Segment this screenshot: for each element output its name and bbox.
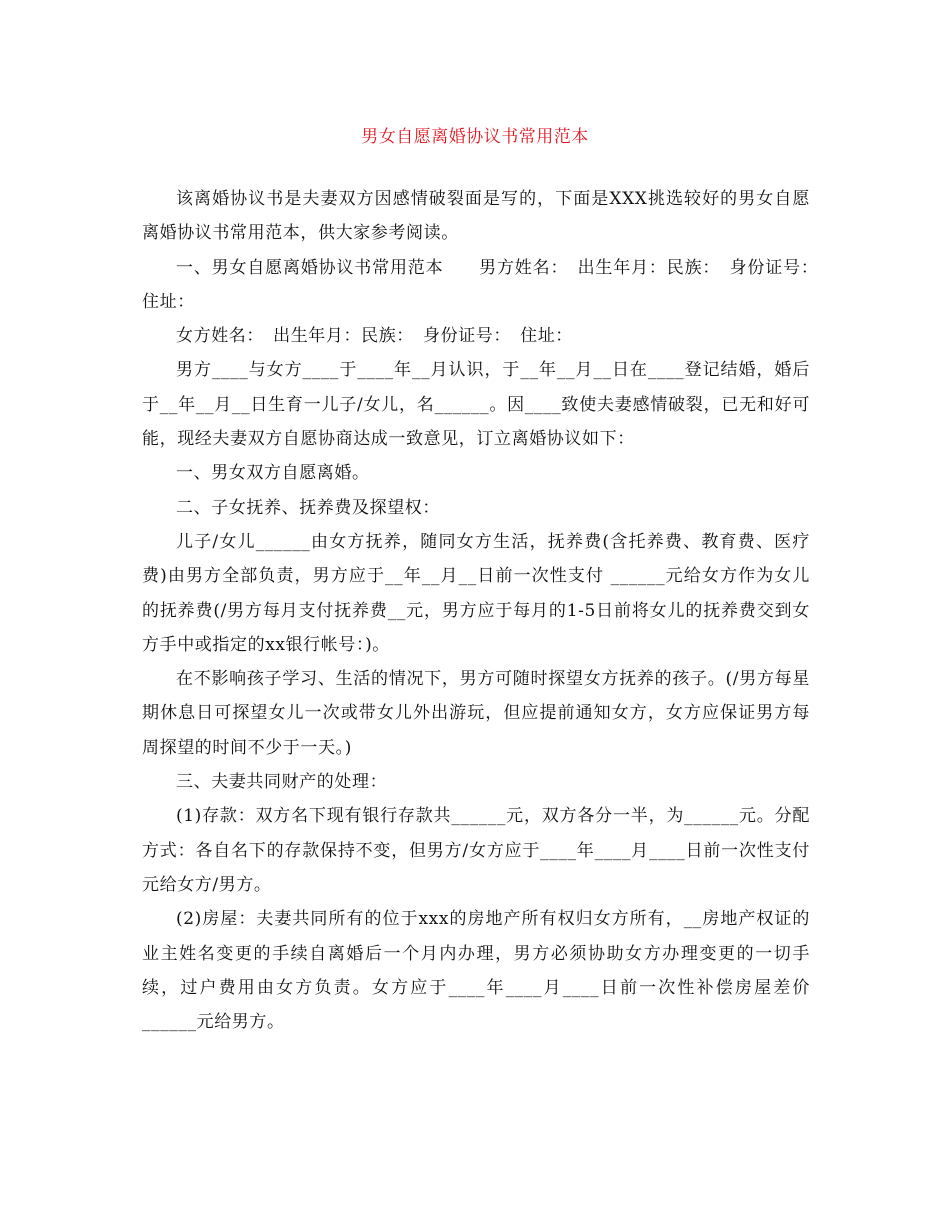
- paragraph-male-info: 一、男女自愿离婚协议书常用范本 男方姓名： 出生年月：民族： 身份证号： 住址：: [142, 257, 828, 312]
- paragraph-savings: (1)存款：双方名下现有银行存款共______元，双方各分一半，为______元。分配方式：各自名下的存款保持不变，但男方/女方应于____年____月____日前一次性支付 元给女方/男方。: [142, 806, 817, 895]
- paragraph-clause-1: 一、男女双方自愿离婚。: [176, 463, 370, 484]
- document-body: [142, 182, 828, 1039]
- paragraph-visitation: 在不影响孩子学习、生活的情况下，男方可随时探望女方抚养的孩子。(/男方每星期休息日可探望女儿一次或带女儿外出游玩，但应提前通知女方，女方应保证男方每周探望的时间不少于一天。): [142, 669, 810, 758]
- paragraph-intro: 该离婚协议书是夫妻双方因感情破裂面是写的，下面是XXX挑选较好的男女自愿离婚协议书常用范本，供大家参考阅读。: [142, 189, 810, 244]
- document-title: 男女自愿离婚协议书常用范本: [361, 127, 589, 147]
- paragraph-child-support: 儿子/女儿______由女方抚养，随同女方生活，抚养费(含托养费、教育费、医疗费)由男方全部负责，男方应于__年__月__日前一次性支付 ______元给女方作为女儿的抚养费(/男方每月支付抚养费__元，男方应于每月的1-5日前将女儿的抚养费交到女方手中或指定的xx银行帐号：)。: [142, 531, 810, 655]
- paragraph-clause-2-heading: 二、子女抚养、抚养费及探望权：: [176, 497, 440, 518]
- paragraph-female-info: 女方姓名： 出生年月：民族： 身份证号： 住址：: [176, 326, 573, 347]
- paragraph-house: (2)房屋：夫妻共同所有的位于xxx的房地产所有权归女方所有，__房地产权证的业主姓名变更的手续自离婚后一个月内办理，男方必须协助女方办理变更的一切手续，过户费用由女方负责。女方应于____年____月____日前一次性补偿房屋差价______元给男方。: [142, 909, 810, 1033]
- paragraph-clause-3-heading: 三、夫妻共同财产的处理：: [176, 772, 388, 793]
- paragraph-marriage-background: 男方____与女方____于____年__月认识，于__年__月__日在____登记结婚，婚后于__年__月__日生育一儿子/女儿，名______。因____致使夫妻感情破裂，已无和好可能，现经夫妻双方自愿协商达成一致意见，订立离婚协议如下：: [142, 360, 810, 450]
